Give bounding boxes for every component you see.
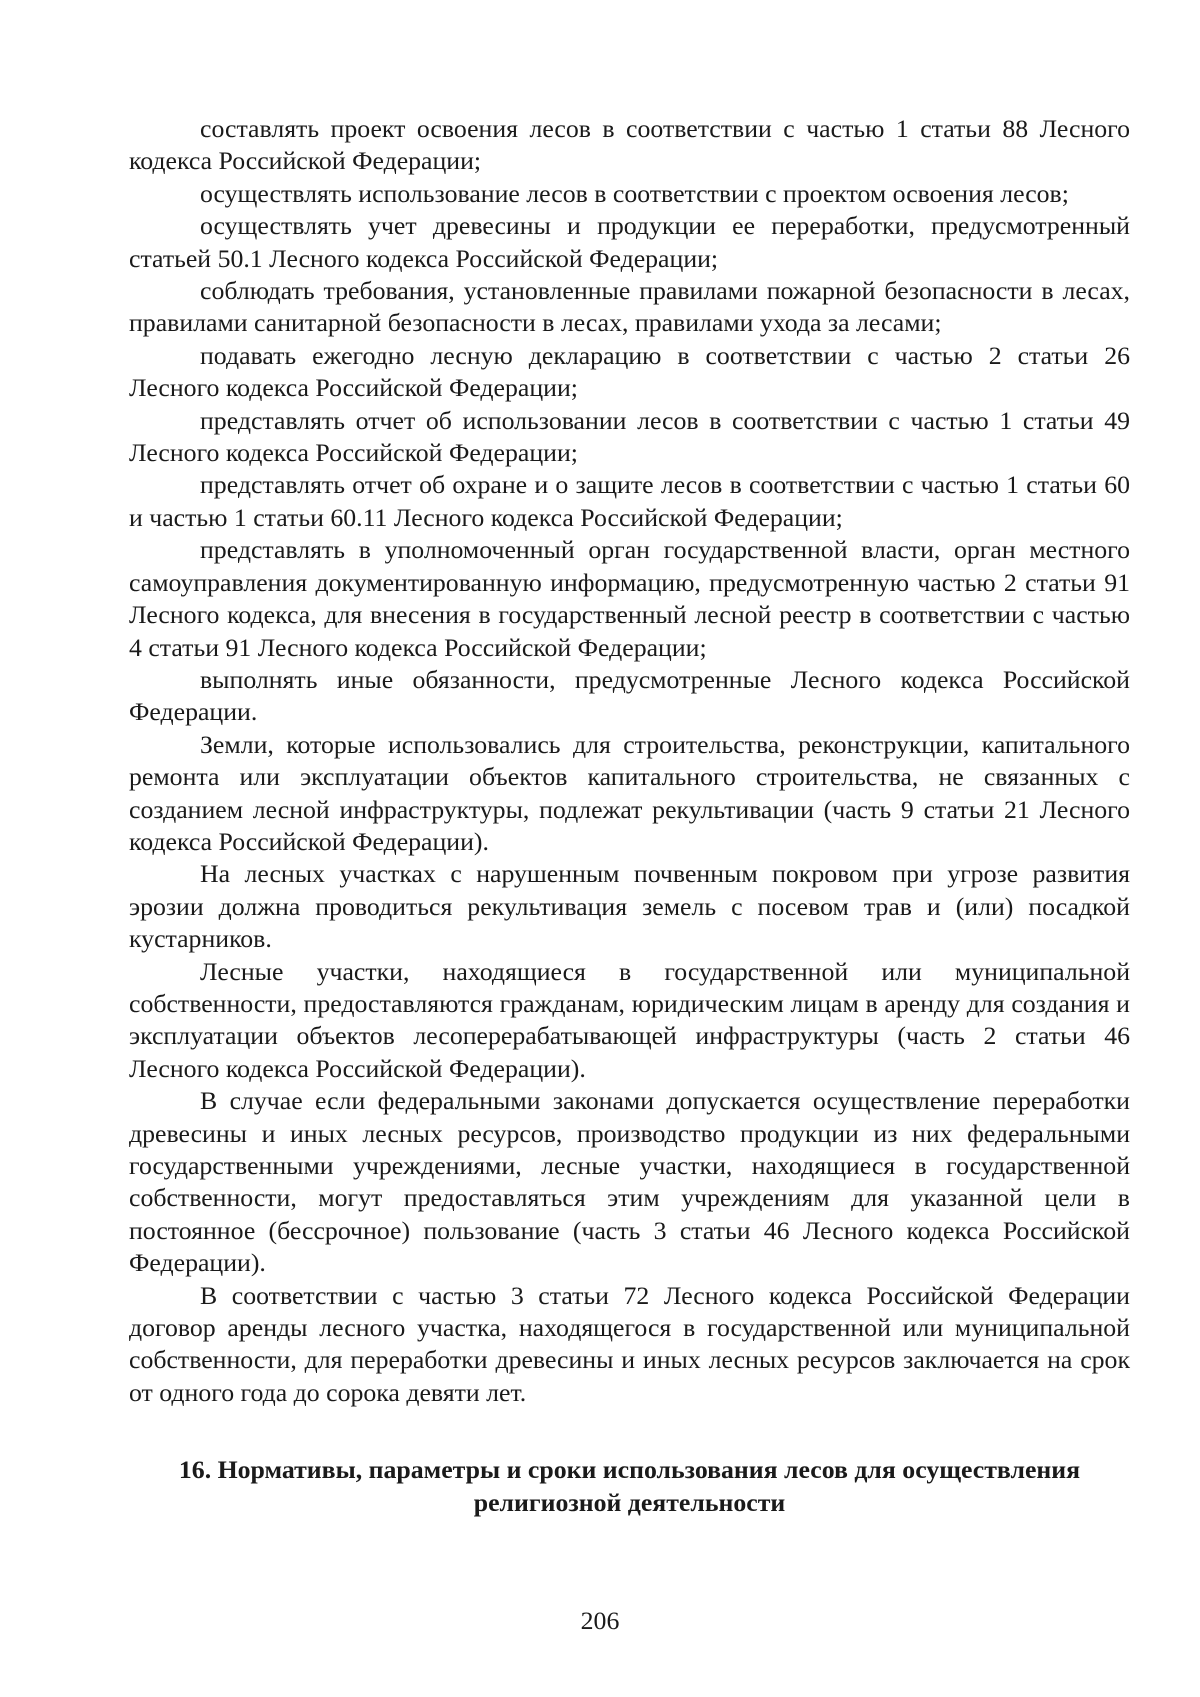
paragraph: осуществлять использование лесов в соответствии с проектом освоения лесов; — [200, 178, 1069, 208]
paragraph: представлять отчет об использовании лесов в соответствии с частью 1 статьи 49 Лесного кодекса Российской Федерации; — [129, 405, 1130, 468]
paragraph: Земли, которые использовались для строительства, реконструкции, капитального ремонта или эксплуатации объектов капитального строительства, не связанных с созданием лесной инфраструктуры, подлежат рекультивации (часть 9 статьи 21 Лесного кодекса Российской Федерации). — [129, 729, 1130, 856]
document-page — [129, 113, 1130, 1519]
paragraph: подавать ежегодно лесную декларацию в соответствии с частью 2 статьи 26 Лесного кодекса Российской Федерации; — [129, 340, 1130, 403]
paragraph: соблюдать требования, установленные правилами пожарной безопасности в лесах, правилами санитарной безопасности в лесах, правилами ухода за лесами; — [129, 276, 1130, 338]
paragraph: осуществлять учет древесины и продукции ее переработки, предусмотренный статьей 50.1 Лесного кодекса Российской Федерации; — [129, 211, 1130, 273]
paragraph: выполнять иные обязанности, предусмотренные Лесного кодекса Российской Федерации. — [129, 664, 1130, 727]
paragraph: представлять в уполномоченный орган государственной власти, орган местного самоуправления документированную информацию, предусмотренную частью 2 статьи 91 Лесного кодекса, для внесения в государственный лесной реестр в соответствии с частью 4 статьи 91 Лесного кодекса Российской Федерации; — [129, 535, 1130, 662]
paragraph: На лесных участках с нарушенным почвенным покровом при угрозе развития эрозии должна проводиться рекультивация земель с посевом трав и (или) посадкой кустарников. — [129, 859, 1130, 954]
paragraph: составлять проект освоения лесов в соответствии с частью 1 статьи 88 Лесного кодекса Российской Федерации; — [129, 114, 1130, 176]
paragraph: В случае если федеральными законами допускается осуществление переработки древесины и иных лесных ресурсов, производство продукции из них федеральными государственными учреждениями, лесные участки, находящиеся в государственной собственности, могут предоставляться этим учреждениям для указанной цели в постоянное (бессрочное) пользование (часть 3 статьи 46 Лесного кодекса Российской Федерации). — [129, 1086, 1130, 1278]
page-number: 206 — [580, 1606, 620, 1635]
paragraph: Лесные участки, находящиеся в государственной или муниципальной собственности, предоставляются гражданам, юридическим лицам в аренду для создания и эксплуатации объектов лесоперерабатывающей инфраструктуры (часть 2 статьи 46 Лесного кодекса Российской Федерации). — [129, 956, 1130, 1083]
section-heading: 16. Нормативы, параметры и сроки использования лесов для осуществления религиозной деятельности — [178, 1455, 1081, 1517]
paragraph: В соответствии с частью 3 статьи 72 Лесного кодекса Российской Федерации договор аренды лесного участка, находящегося в государственной или муниципальной собственности, для переработки древесины и иных лесных ресурсов заключается на срок от одного года до сорока девяти лет. — [129, 1280, 1130, 1407]
paragraph: представлять отчет об охране и о защите лесов в соответствии с частью 1 статьи 60 и частью 1 статьи 60.11 Лесного кодекса Российской Федерации; — [129, 470, 1130, 532]
